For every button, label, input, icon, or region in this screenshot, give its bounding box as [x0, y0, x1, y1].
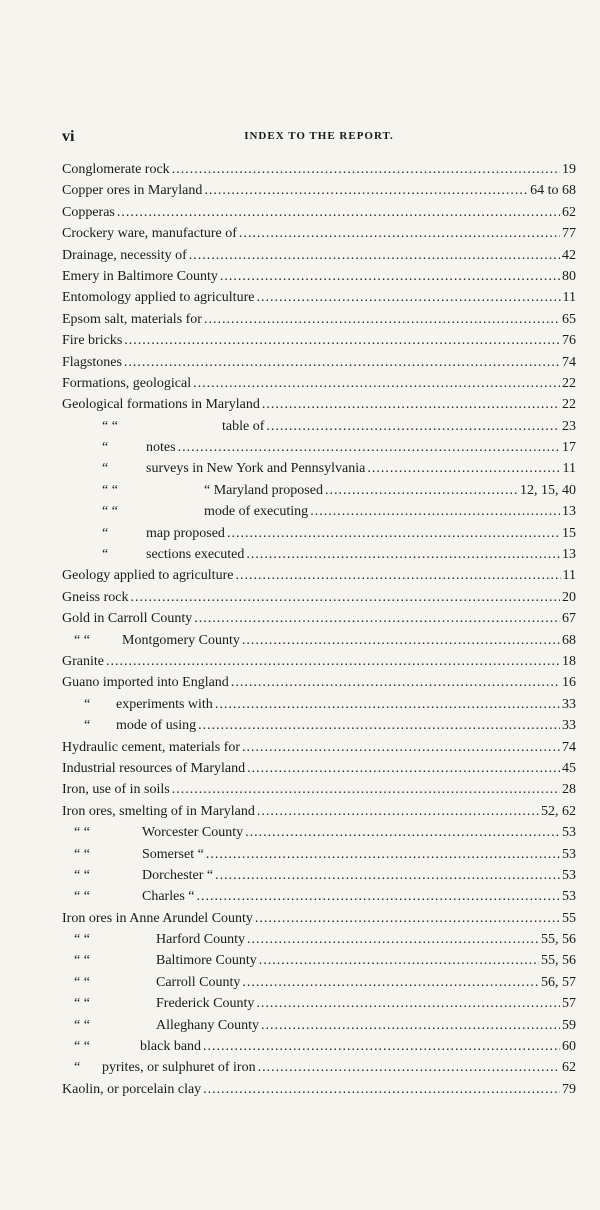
page-reference: 65 [562, 311, 576, 327]
dot-leader [124, 333, 560, 349]
index-term: Montgomery County [122, 632, 240, 648]
page-reference: 33 [562, 718, 576, 734]
dot-leader [206, 847, 560, 863]
dot-leader [259, 953, 539, 969]
page-reference: 12, 15, 40 [520, 482, 576, 498]
index-term: black band [140, 1039, 202, 1055]
index-term: Industrial resources of Maryland [62, 760, 246, 776]
dot-leader [258, 1060, 560, 1076]
page-reference: 80 [562, 268, 576, 284]
index-term: Hydraulic cement, materials for [62, 739, 241, 755]
ditto-mark: “ “ [102, 418, 118, 434]
ditto-mark: “ [102, 547, 109, 563]
page-reference: 53 [562, 889, 576, 905]
ditto-mark: “ “ [74, 889, 90, 905]
index-term: Fire bricks [62, 333, 123, 349]
index-term: Crockery ware, manufacture of [62, 226, 237, 242]
dot-leader [117, 205, 560, 221]
dot-leader [172, 782, 560, 798]
dot-leader [172, 162, 560, 178]
dot-leader [196, 889, 560, 905]
ditto-mark: “ [84, 696, 91, 712]
page-reference: 64 to 68 [530, 183, 576, 199]
dot-leader [194, 611, 560, 627]
dot-leader [193, 376, 560, 392]
index-entry [62, 889, 576, 910]
index-entry [62, 205, 576, 226]
page-reference: 55 [562, 910, 576, 926]
index-term: “ Maryland proposed [204, 482, 323, 498]
index-term: Dorchester “ [142, 867, 214, 883]
index-entry [62, 397, 576, 418]
index-term: table of [222, 418, 265, 434]
index-entry [62, 1018, 576, 1039]
dot-leader [203, 1082, 560, 1098]
dot-leader [367, 461, 560, 477]
dot-leader [266, 419, 560, 435]
page-reference: 11 [562, 290, 576, 306]
index-entry [62, 590, 576, 611]
index-term: Epsom salt, materials for [62, 311, 202, 327]
dot-leader [220, 269, 560, 285]
ditto-mark: “ “ [74, 1039, 90, 1055]
index-term: Formations, geological [62, 375, 192, 391]
index-term: Emery in Baltimore County [62, 268, 218, 284]
dot-leader [227, 526, 560, 542]
dot-leader [189, 248, 560, 264]
page-header [62, 128, 576, 152]
ditto-mark: “ “ [74, 974, 90, 990]
page-reference: 18 [562, 653, 576, 669]
ditto-mark: “ “ [74, 953, 90, 969]
page-reference: 62 [562, 1060, 576, 1076]
dot-leader [261, 1018, 560, 1034]
index-term: mode of executing [204, 504, 309, 520]
index-entry [62, 162, 576, 183]
dot-leader [198, 718, 560, 734]
index-entry [62, 825, 576, 846]
page-reference: 20 [562, 589, 576, 605]
index-entry [62, 547, 576, 568]
page-reference: 13 [562, 547, 576, 563]
index-term: Iron, use of in soils [62, 782, 170, 798]
page-reference: 60 [562, 1039, 576, 1055]
page-reference: 59 [562, 1017, 576, 1033]
ditto-mark: “ “ [74, 846, 90, 862]
index-entry [62, 504, 576, 525]
index-entry [62, 568, 576, 589]
page-reference: 55, 56 [541, 953, 576, 969]
edge-mark [590, 70, 600, 120]
index-term: Alleghany County [156, 1017, 260, 1033]
dot-leader [325, 483, 518, 499]
index-entry [62, 975, 576, 996]
page-reference: 53 [562, 867, 576, 883]
ditto-mark: “ “ [74, 867, 90, 883]
dot-leader [204, 312, 560, 328]
page-reference: 52, 62 [541, 803, 576, 819]
index-term: Harford County [156, 932, 246, 948]
ditto-mark: “ “ [74, 632, 90, 648]
dot-leader [242, 975, 539, 991]
dot-leader [247, 932, 539, 948]
index-term: Frederick County [156, 996, 255, 1012]
index-term: Gold in Carroll County [62, 611, 193, 627]
page-reference: 74 [562, 354, 576, 370]
index-term: Gneiss rock [62, 589, 129, 605]
index-entry [62, 911, 576, 932]
index-entry [62, 697, 576, 718]
page-reference: 53 [562, 825, 576, 841]
page-reference: 11 [562, 461, 576, 477]
index-entry [62, 226, 576, 247]
index-entry [62, 526, 576, 547]
index-entry [62, 440, 576, 461]
index-entry [62, 355, 576, 376]
index-term: Entomology applied to agriculture [62, 290, 255, 306]
page-reference: 33 [562, 696, 576, 712]
dot-leader [242, 633, 560, 649]
ditto-mark: “ “ [102, 482, 118, 498]
index-entry [62, 376, 576, 397]
index-entry [62, 782, 576, 803]
index-entry [62, 675, 576, 696]
page-reference: 28 [562, 782, 576, 798]
index-term: sections executed [146, 547, 245, 563]
dot-leader [203, 1039, 560, 1055]
index-entry [62, 461, 576, 482]
index-term: Kaolin, or porcelain clay [62, 1081, 202, 1097]
index-entry [62, 633, 576, 654]
index-term: Iron ores, smelting of in Maryland [62, 803, 255, 819]
page-reference: 77 [562, 226, 576, 242]
index-term: Iron ores in Anne Arundel County [62, 910, 253, 926]
dot-leader [262, 397, 560, 413]
index-entry [62, 740, 576, 761]
index-entry [62, 953, 576, 974]
index-entry [62, 269, 576, 290]
ditto-mark: “ “ [74, 1017, 90, 1033]
page-reference: 74 [562, 739, 576, 755]
page-reference: 67 [562, 611, 576, 627]
dot-leader [245, 825, 560, 841]
index-term: Guano imported into England [62, 675, 229, 691]
page-reference: 19 [562, 162, 576, 177]
index-term: mode of using [116, 718, 197, 734]
page-reference: 62 [562, 204, 576, 220]
index-entry [62, 611, 576, 632]
page-reference: 56, 57 [541, 974, 576, 990]
dot-leader [235, 568, 560, 584]
dot-leader [178, 440, 560, 456]
index-term: Geology applied to agriculture [62, 568, 234, 584]
dot-leader [131, 590, 561, 606]
index-list [62, 162, 576, 1103]
dot-leader [255, 911, 560, 927]
index-entry [62, 804, 576, 825]
index-term: Drainage, necessity of [62, 247, 187, 263]
index-term: Charles “ [142, 889, 195, 905]
page-reference: 15 [562, 525, 576, 541]
page-reference: 16 [562, 675, 576, 691]
page-reference: 23 [562, 418, 576, 434]
ditto-mark: “ “ [74, 996, 90, 1012]
dot-leader [124, 355, 560, 371]
index-term: surveys in New York and Pennsylvania [146, 461, 366, 477]
index-entry [62, 183, 576, 204]
ditto-mark: “ “ [102, 504, 118, 520]
page-reference: 22 [562, 397, 576, 413]
dot-leader [204, 183, 528, 199]
index-term: experiments with [116, 696, 213, 712]
dot-leader [256, 290, 560, 306]
dot-leader [257, 804, 539, 820]
index-entry [62, 419, 576, 440]
dot-leader [242, 740, 560, 756]
ditto-mark: “ “ [74, 825, 90, 841]
ditto-mark: “ [84, 718, 91, 734]
dot-leader [247, 761, 560, 777]
dot-leader [231, 675, 560, 691]
page-reference: 53 [562, 846, 576, 862]
index-entry [62, 847, 576, 868]
index-entry [62, 290, 576, 311]
index-entry [62, 761, 576, 782]
index-entry [62, 333, 576, 354]
running-head: INDEX TO THE REPORT. [244, 130, 394, 142]
index-term: notes [146, 440, 176, 456]
index-term: map proposed [146, 525, 225, 541]
index-entry [62, 1082, 576, 1103]
page-reference: 17 [562, 440, 576, 456]
index-term: Geological formations in Maryland [62, 397, 260, 413]
dot-leader [239, 226, 560, 242]
page-reference: 76 [562, 333, 576, 349]
dot-leader [310, 504, 560, 520]
index-term: Copperas [62, 204, 115, 220]
index-term: Somerset “ [142, 846, 204, 862]
page-reference: 42 [562, 247, 576, 263]
ditto-mark: “ [102, 525, 109, 541]
page-reference: 79 [562, 1081, 576, 1097]
page-reference: 57 [562, 996, 576, 1012]
dot-leader [215, 697, 560, 713]
index-term: Conglomerate rock [62, 162, 170, 177]
page-reference: 68 [562, 632, 576, 648]
ditto-mark: “ [74, 1060, 81, 1076]
dot-leader [246, 547, 560, 563]
index-term: Baltimore County [156, 953, 257, 969]
page-reference: 11 [562, 568, 576, 584]
index-entry [62, 718, 576, 739]
page-reference: 13 [562, 504, 576, 520]
index-term: pyrites, or sulphuret of iron [102, 1060, 256, 1076]
dot-leader [106, 654, 560, 670]
index-term: Carroll County [156, 974, 241, 990]
dot-leader [256, 996, 560, 1012]
index-entry [62, 932, 576, 953]
index-entry [62, 312, 576, 333]
index-term: Flagstones [62, 354, 122, 370]
ditto-mark: “ “ [74, 932, 90, 948]
page-reference: 55, 56 [541, 932, 576, 948]
page-reference: 22 [562, 375, 576, 391]
ditto-mark: “ [102, 461, 109, 477]
ditto-mark: “ [102, 440, 109, 456]
index-entry [62, 1039, 576, 1060]
dot-leader [215, 868, 560, 884]
index-entry [62, 654, 576, 675]
index-term: Granite [62, 653, 104, 669]
index-term: Worcester County [142, 825, 244, 841]
page-number: vi [62, 128, 75, 145]
index-entry [62, 483, 576, 504]
index-entry [62, 868, 576, 889]
index-entry [62, 996, 576, 1017]
page-reference: 45 [562, 760, 576, 776]
index-entry [62, 1060, 576, 1081]
index-entry [62, 248, 576, 269]
index-term: Copper ores in Maryland [62, 183, 203, 199]
